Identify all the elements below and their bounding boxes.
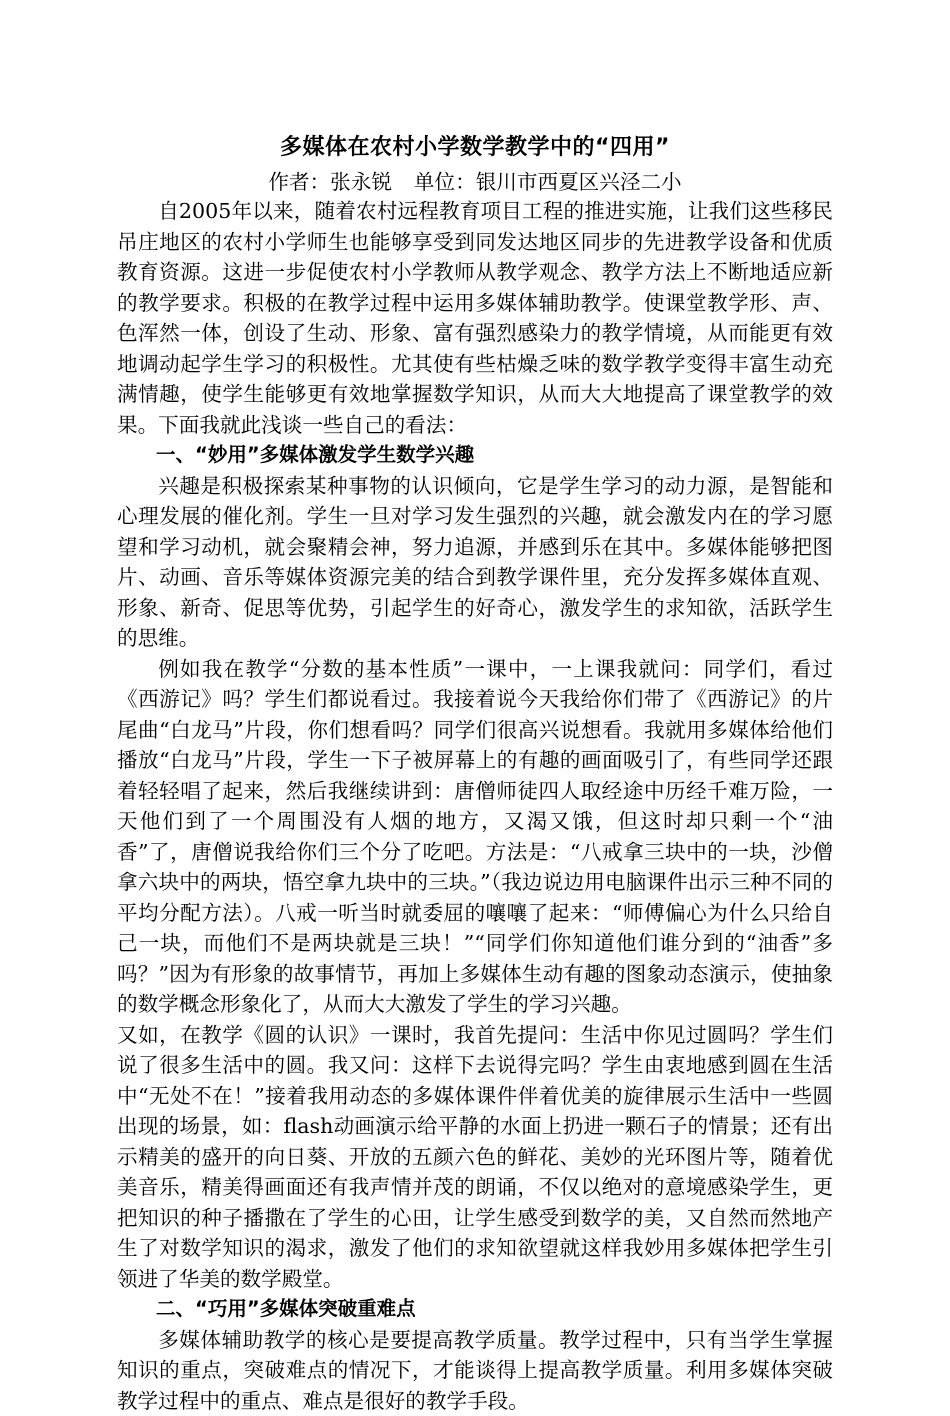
section-heading-2: 二、“巧用”多媒体突破重难点 [117,1294,833,1325]
author-label: 作者：张永锐 [268,170,392,194]
paragraph-1: 兴趣是积极探索某种事物的认识倾向，它是学生学习的动力源，是智能和心理发展的催化剂。学生一旦对学习发生强烈的兴趣，就会激发内在的学习愿望和学习动机，就会聚精会神，努力追源，并感到乐在其中。多媒体能够把图片、动画、音乐等媒体资源完美的结合到教学课件里，充分发挥多媒体直观、形象、新奇、促思等优势，引起学生的好奇心，激发学生的求知欲，活跃学生的思维。 [117,471,833,654]
paragraph-2: 例如我在教学“分数的基本性质”一课中，一上课我就问：同学们，看过《西游记》吗？学生们都说看过。我接着说今天我给你们带了《西游记》的片尾曲“白龙马”片段，你们想看吗？同学们很高兴说想看。我就用多媒体给他们播放“白龙马”片段，学生一下子被屏幕上的有趣的画面吸引了，有些同学还跟着轻轻唱了起来，然后我继续讲到：唐僧师徒四人取经途中历经千难万险，一天他们到了一个周围没有人烟的地方，又渴又饿，但这时却只剩一个“油香”了，唐僧说我给你们三个分了吃吧。方法是：“八戒拿三块中的一块，沙僧拿六块中的两块，悟空拿九块中的三块。”（我边说边用电脑课件出示三种不同的平均分配方法）。八戒一听当时就委屈的嚷嚷了起来：“师傅偏心为什么只给自己一块，而他们不是两块就是三块！”“同学们你知道他们谁分到的“油香”多吗？”因为有形象的故事情节，再加上多媒体生动有趣的图象动态演示，使抽象的数学概念形象化了，从而大大激发了学生的学习兴趣。 [117,654,833,1020]
paragraph-4: 多媒体辅助教学的核心是要提高教学质量。教学过程中，只有当学生掌握知识的重点，突破难点的情况下，才能谈得上提高教学质量。利用多媒体突破教学过程中的重点、难点是很好的教学手段。 [117,1325,833,1416]
paragraph-3: 又如，在教学《圆的认识》一课时，我首先提问：生活中你见过圆吗？学生们说了很多生活中的圆。我又问：这样下去说得完吗？学生由衷地感到圆在生活中“无处不在！”接着我用动态的多媒体课件伴着优美的旋律展示生活中一些圆出现的场景，如：flash动画演示给平静的水面上扔进一颗石子的情景；还有出示精美的盛开的向日葵、开放的五颜六色的鲜花、美妙的光环图片等，随着优美音乐，精美得画面还有我声情并茂的朗诵，不仅以绝对的意境感染学生，更把知识的种子播撒在了学生的心田，让学生感受到数学的美，又自然而然地产生了对数学知识的渴求，激发了他们的求知欲望就这样我妙用多媒体把学生引领进了华美的数学殿堂。 [117,1020,833,1295]
document-title: 多媒体在农村小学数学教学中的“四用” [117,128,833,168]
document-page [117,128,833,1416]
section-heading-1: 一、“妙用”多媒体激发学生数学兴趣 [117,440,833,471]
unit-label: 单位：银川市西夏区兴泾二小 [414,170,682,194]
byline [117,168,833,196]
intro-paragraph: 自2005年以来，随着农村远程教育项目工程的推进实施，让我们这些移民吊庄地区的农村小学师生也能够享受到同发达地区同步的先进教学设备和优质教育资源。这进一步促使农村小学教师从教学观念、教学方法上不断地适应新的教学要求。积极的在教学过程中运用多媒体辅助教学。使课堂教学形、声、色浑然一体，创设了生动、形象、富有强烈感染力的教学情境，从而能更有效地调动起学生学习的积极性。尤其使有些枯燥乏味的数学教学变得丰富生动充满情趣，使学生能够更有效地掌握数学知识，从而大大地提高了课堂教学的效果。下面我就此浅谈一些自己的看法： [117,196,833,440]
